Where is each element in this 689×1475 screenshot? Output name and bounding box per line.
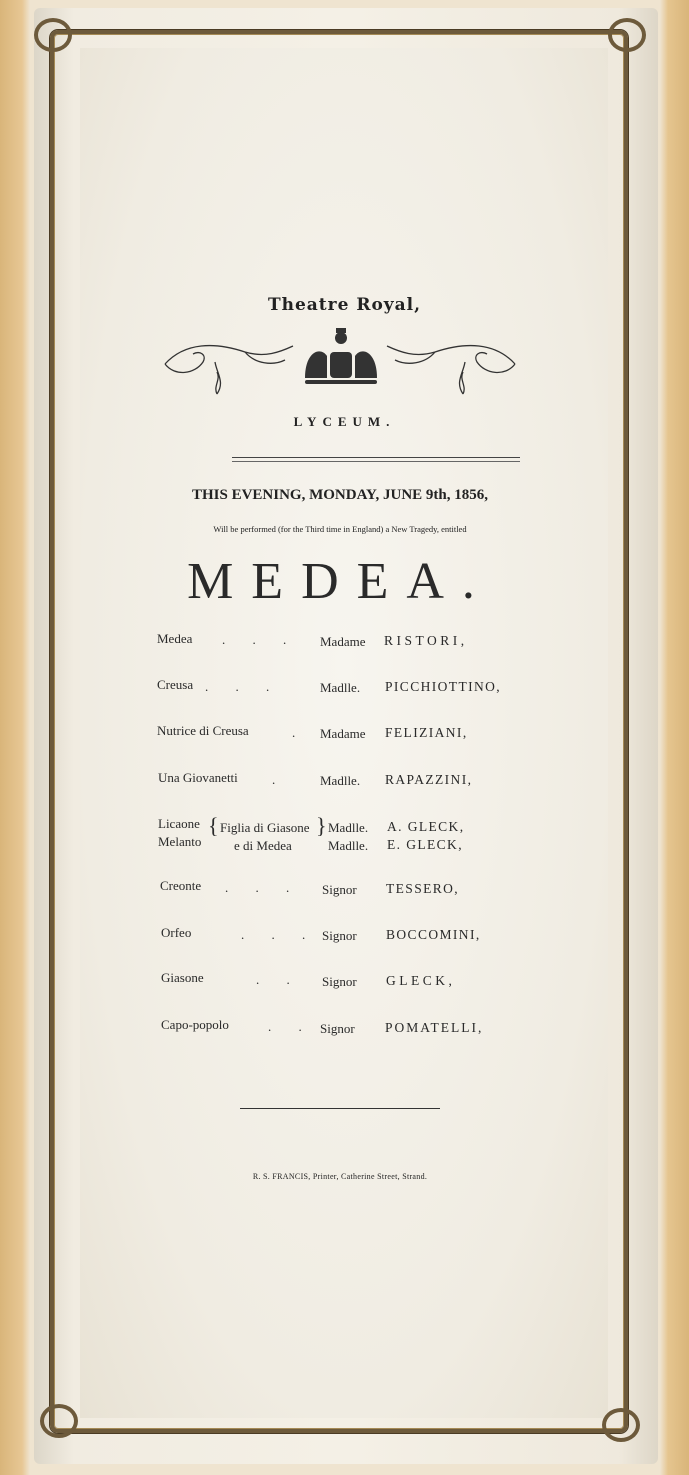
cast-role: Nutrice di Creusa xyxy=(157,723,249,738)
cast-role: Melanto xyxy=(158,834,202,849)
cast-role: Capo-popolo xyxy=(161,1017,229,1032)
cast-title: Madlle. xyxy=(328,820,369,835)
cast-role: Creonte xyxy=(160,878,202,893)
cast-name: BOCCOMINI, xyxy=(386,927,481,942)
cast-dots: . . . xyxy=(241,927,318,942)
performance-note: Will be performed (for the Third time in England) a New Tragedy, entitled xyxy=(213,524,467,534)
cord-loop-top-left xyxy=(34,18,72,52)
cast-dots: . . xyxy=(256,972,302,987)
cord-loop-bottom-right xyxy=(602,1408,640,1442)
cast-description: Figlia di Giasone xyxy=(220,820,310,835)
cast-row xyxy=(157,630,192,648)
cast-name: TESSERO, xyxy=(386,881,460,896)
play-title: MEDEA. xyxy=(187,553,493,610)
divider-rule-thin xyxy=(232,461,520,462)
cast-title: Madlle. xyxy=(328,838,369,853)
cast-title: Madame xyxy=(320,634,366,649)
venue-subtitle: LYCEUM. xyxy=(293,414,396,429)
cast-dots: . . . xyxy=(222,632,299,647)
cast-role: Orfeo xyxy=(161,925,192,940)
cast-title: Madlle. xyxy=(320,773,361,788)
cast-dots: . . . xyxy=(225,880,302,895)
cast-dots: . . xyxy=(268,1019,314,1034)
cast-dots: . xyxy=(292,725,308,740)
cast-dots: . xyxy=(272,772,288,787)
bottom-divider-rule xyxy=(240,1108,440,1109)
cord-loop-top-right xyxy=(608,18,646,52)
cast-name: A. GLECK, xyxy=(387,819,465,834)
cast-role: Licaone xyxy=(158,816,200,831)
left-brace: { xyxy=(208,813,219,838)
divider-rule xyxy=(232,457,520,458)
cast-name: POMATELLI, xyxy=(385,1020,484,1035)
cast-title: Madlle. xyxy=(320,680,361,695)
printer-credit: R. S. FRANCIS, Printer, Catherine Street, Strand. xyxy=(252,1172,428,1181)
cast-role: Giasone xyxy=(161,970,204,985)
cast-name: E. GLECK, xyxy=(387,837,463,852)
cord-loop-bottom-left xyxy=(40,1404,78,1438)
venue-title: Theatre Royal, xyxy=(267,295,422,315)
cast-role: Una Giovanetti xyxy=(158,770,238,785)
cast-title: Signor xyxy=(322,974,357,989)
cast-name: GLECK, xyxy=(386,973,456,988)
cast-role: Medea xyxy=(157,631,193,646)
performance-date: THIS EVENING, MONDAY, JUNE 9th, 1856, xyxy=(191,487,489,503)
cast-role: Creusa xyxy=(157,677,194,692)
cast-dots: . . . xyxy=(205,679,282,694)
cast-description: e di Medea xyxy=(234,838,292,853)
cast-name: RISTORI, xyxy=(384,633,468,648)
cast-name: RAPAZZINI, xyxy=(385,772,473,787)
cast-name: FELIZIANI, xyxy=(385,725,468,740)
cast-title: Signor xyxy=(322,882,357,897)
cast-title: Signor xyxy=(322,928,357,943)
right-brace: } xyxy=(316,813,327,838)
royal-crest-icon xyxy=(155,322,525,400)
cast-title: Madame xyxy=(320,726,366,741)
cast-name: PICCHIOTTINO, xyxy=(385,679,502,694)
cast-title: Signor xyxy=(320,1021,355,1036)
